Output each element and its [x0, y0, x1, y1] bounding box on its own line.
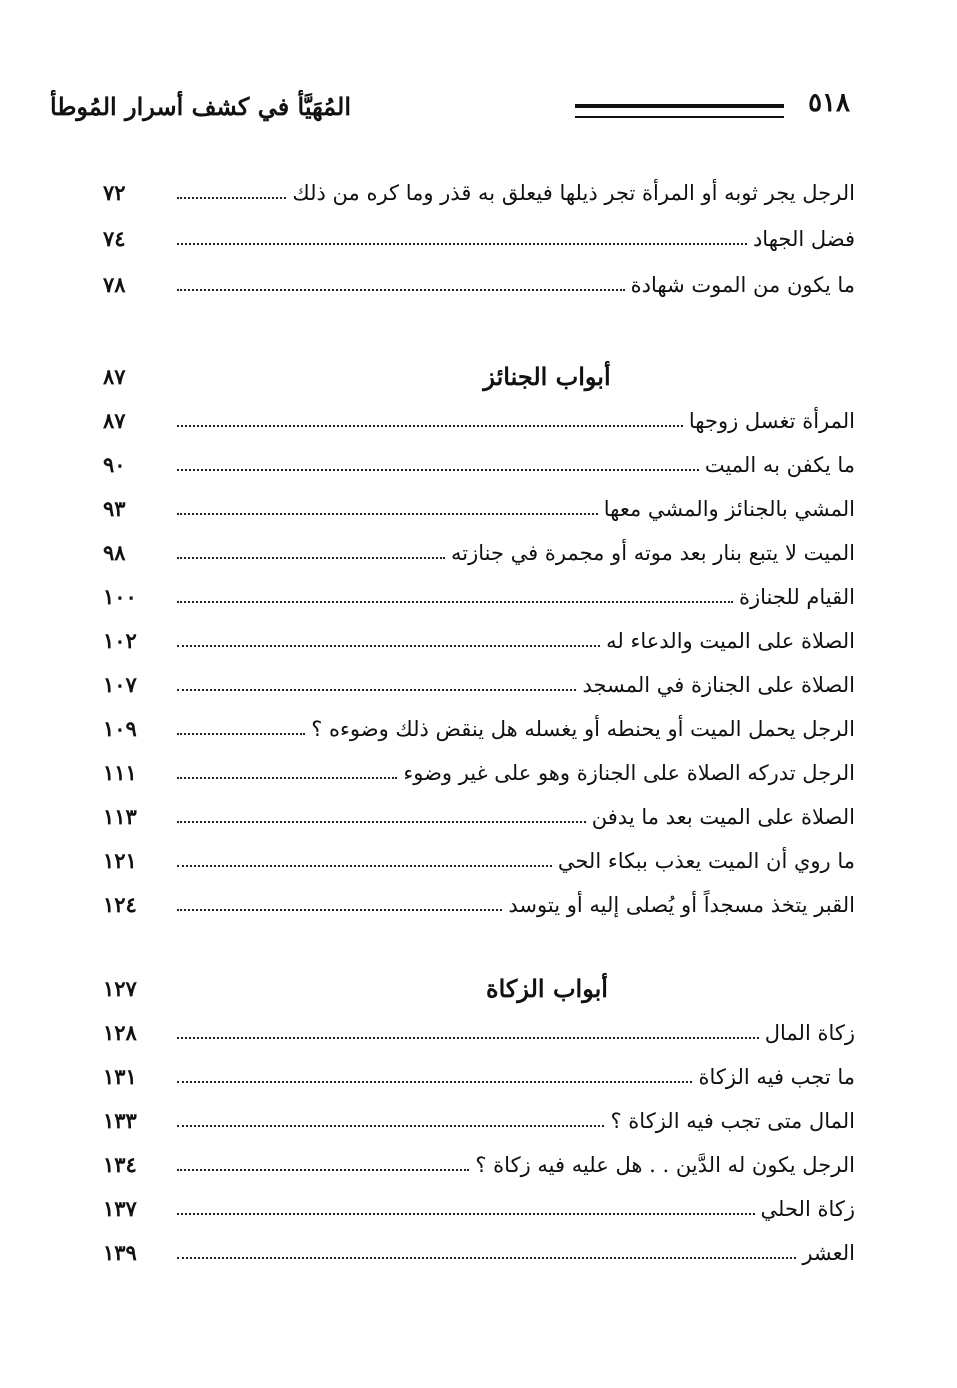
entry-page: ١٣٧ [103, 1196, 137, 1221]
dot-leader [177, 1080, 692, 1083]
entry-title: زكاة الحلي [760, 1197, 855, 1221]
entry-page: ١٢٨ [103, 1020, 137, 1045]
dot-leader [177, 732, 305, 735]
page-number: ٥١٨ [808, 88, 850, 118]
entry-title: العشر [802, 1241, 855, 1265]
entry-title: زكاة المال [764, 1021, 855, 1045]
dot-leader [177, 288, 625, 291]
toc-entry [103, 1140, 855, 1180]
toc-entry [103, 168, 855, 208]
toc-entry [103, 704, 855, 744]
book-title: المُهَيَّأ في كشف أسرار المُوطأ [50, 92, 351, 121]
entry-page: ٧٢ [103, 180, 126, 205]
dot-leader [177, 908, 502, 911]
toc-entry [103, 214, 855, 254]
entry-title: ما يكفن به الميت [704, 453, 855, 477]
entry-title: الميت لا يتبع بنار بعد موته أو مجمرة في جنازته [450, 541, 855, 565]
entry-title: القيام للجنازة [738, 585, 855, 609]
entry-title: الصلاة على الجنازة في المسجد [582, 673, 855, 697]
entry-page: ٩٣ [103, 496, 126, 521]
section-title: أبواب الجنائز [483, 362, 611, 391]
toc-entry [103, 260, 855, 300]
entry-page: ٨٧ [103, 408, 126, 433]
entry-page: ١٠٩ [103, 716, 137, 741]
section-page: ١٢٧ [103, 976, 137, 1001]
dot-leader [177, 1036, 759, 1039]
toc-entry [103, 1008, 855, 1048]
entry-page: ١١١ [103, 760, 137, 785]
entry-title: ما يكون من الموت شهادة [630, 273, 855, 297]
toc-entry [103, 748, 855, 788]
entry-title: المرأة تغسل زوجها [688, 409, 855, 433]
entry-title: القبر يتخذ مسجداً أو يُصلى إليه أو يتوسد [508, 893, 855, 917]
entry-title: المشي بالجنائز والمشي معها [603, 497, 855, 521]
entry-title: الصلاة على الميت والدعاء له [606, 629, 855, 653]
toc-entry [103, 440, 855, 480]
entry-page: ١٣٩ [103, 1240, 137, 1265]
toc-entry [103, 1228, 855, 1268]
entry-page: ١٠٠ [103, 584, 137, 609]
entry-page: ٩٠ [103, 452, 126, 477]
dot-leader [177, 242, 747, 245]
section-heading [103, 352, 855, 392]
entry-title: المال متى تجب فيه الزكاة ؟ [610, 1109, 855, 1133]
dot-leader [177, 468, 699, 471]
entry-page: ١٣٤ [103, 1152, 137, 1177]
entry-page: ١٠٧ [103, 672, 137, 697]
entry-page: ٧٤ [103, 226, 126, 251]
dot-leader [177, 776, 397, 779]
dot-leader [177, 600, 733, 603]
toc-entry [103, 660, 855, 700]
entry-page: ١١٣ [103, 804, 137, 829]
toc-entry [103, 484, 855, 524]
entry-title: ما روي أن الميت يعذب ببكاء الحي [557, 849, 855, 873]
toc-entry [103, 1184, 855, 1224]
dot-leader [177, 1168, 469, 1171]
dot-leader [177, 864, 552, 867]
toc-entry [103, 572, 855, 612]
section-heading [103, 964, 855, 1004]
toc-entry [103, 528, 855, 568]
entry-title: الرجل يجر ثوبه أو المرأة تجر ذيلها فيعلق به قذر وما كره من ذلك [292, 181, 855, 205]
toc-entry [103, 836, 855, 876]
dot-leader [177, 1124, 604, 1127]
entry-page: ١٣١ [103, 1064, 137, 1089]
entry-title: الرجل يكون له الدَّين . . هل عليه فيه زكاة ؟ [475, 1153, 855, 1177]
dot-leader [177, 424, 683, 427]
dot-leader [177, 820, 586, 823]
toc-entry [103, 792, 855, 832]
toc-entry [103, 880, 855, 920]
dot-leader [177, 644, 600, 647]
entry-title: ما تجب فيه الزكاة [698, 1065, 855, 1089]
section-page: ٨٧ [103, 364, 126, 389]
entry-page: ١٢٤ [103, 892, 137, 917]
entry-page: ٩٨ [103, 540, 126, 565]
toc-entry [103, 616, 855, 656]
dot-leader [177, 1212, 755, 1215]
entry-page: ١٢١ [103, 848, 137, 873]
page-header [50, 88, 850, 128]
entry-title: الرجل يحمل الميت أو يحنطه أو يغسله هل ينقض ذلك وضوءه ؟ [311, 717, 855, 741]
dot-leader [177, 1256, 796, 1259]
toc-entry [103, 396, 855, 436]
dot-leader [177, 196, 286, 199]
dot-leader [177, 688, 576, 691]
header-rule [575, 104, 784, 118]
entry-title: الصلاة على الميت بعد ما يدفن [591, 805, 855, 829]
toc-entry [103, 1052, 855, 1092]
entry-page: ١٠٢ [103, 628, 137, 653]
dot-leader [177, 512, 598, 515]
entry-title: فضل الجهاد [752, 227, 855, 251]
entry-page: ٧٨ [103, 272, 126, 297]
dot-leader [177, 556, 445, 559]
entry-title: الرجل تدركه الصلاة على الجنازة وهو على غير وضوء [403, 761, 855, 785]
toc-entry [103, 1096, 855, 1136]
entry-page: ١٣٣ [103, 1108, 137, 1133]
section-title: أبواب الزكاة [486, 974, 608, 1003]
